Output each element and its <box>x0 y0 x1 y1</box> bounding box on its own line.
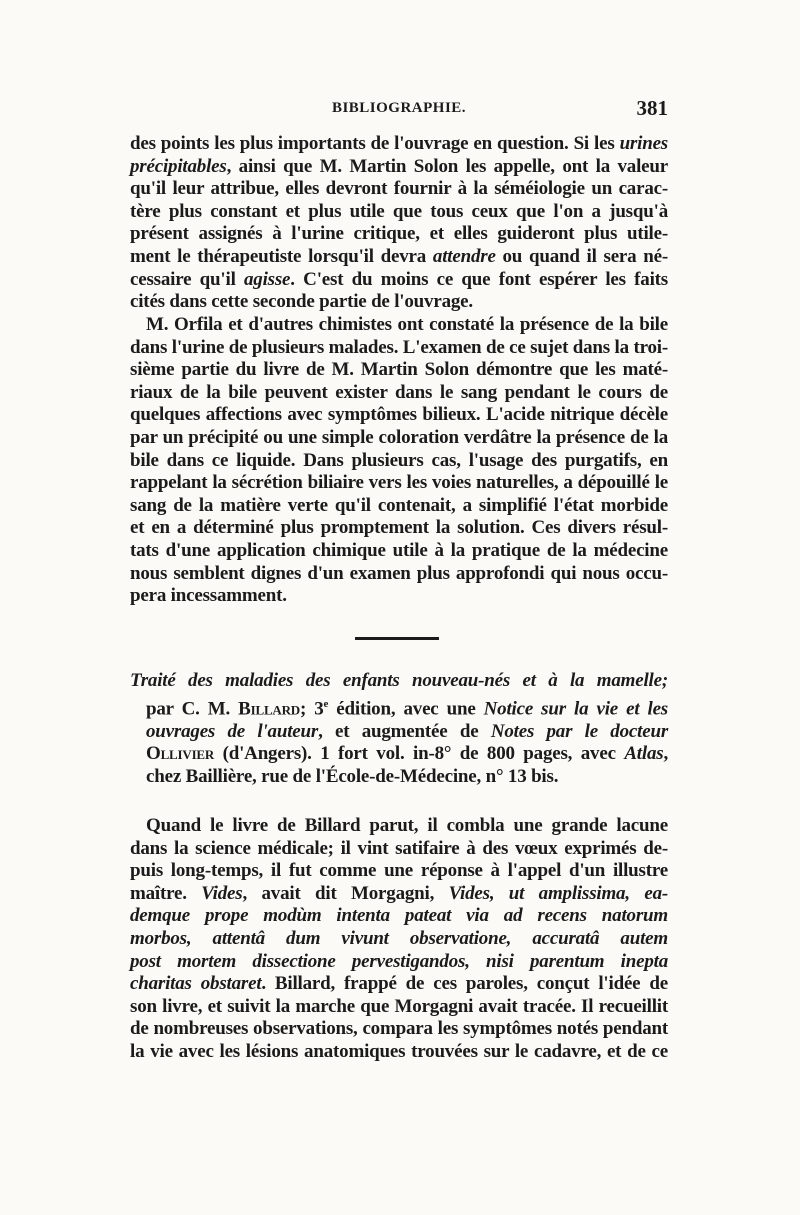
text-line: puis long-temps, il fut comme une réponse à l'appel d'un illustre <box>130 860 668 882</box>
text-line: bile dans ce liquide. Dans plusieurs cas, l'usage des purgatifs, en <box>130 449 668 471</box>
paragraph-3 <box>130 815 668 1064</box>
text-line: son livre, et suivit la marche que Morgagni avait tracée. Il recueillit <box>130 995 668 1017</box>
page-header <box>130 96 668 124</box>
text-line: charitas obstaret. Billard, frappé de ces paroles, conçut l'idée de <box>130 973 668 995</box>
text-line: qu'il leur attribue, elles devront fournir à la séméiologie un carac- <box>130 178 668 200</box>
text-line: des points les plus importants de l'ouvrage en question. Si les urines <box>130 133 668 154</box>
text-line: dans l'urine de plusieurs malades. L'examen de ce sujet dans la troi- <box>130 336 668 358</box>
text-line: rappelant la sécrétion biliaire vers les voies naturelles, a dépouillé le <box>130 472 668 494</box>
text-line: cités dans cette seconde partie de l'ouvrage. <box>130 291 473 313</box>
text-line: de nombreuses observations, compara les symptômes notés pendant <box>130 1018 668 1040</box>
text-line: riaux de la bile peuvent exister dans le sang pendant le cours de <box>130 381 668 403</box>
text-line: cessaire qu'il agisse. C'est du moins ce que font espérer les faits <box>130 268 668 290</box>
text-line: tats d'une application chimique utile à la pratique de la médecine <box>130 539 668 561</box>
text-line: précipitables, ainsi que M. Martin Solon les appelle, ont la valeur <box>130 155 668 177</box>
text-line: et en a déterminé plus promptement la solution. Ces divers résul- <box>130 517 668 539</box>
book-title: Traité des maladies des enfants nouveau-nés et à la mamelle; <box>130 670 668 691</box>
paragraph-2 <box>130 314 668 608</box>
text-line: M. Orfila et d'autres chimistes ont constaté la présence de la bile <box>146 314 668 335</box>
text-line: morbos, attentâ dum vivunt observatione, accuratâ autem <box>130 927 668 949</box>
text-line: par un précipité ou une simple coloration verdâtre la présence de la <box>130 426 668 448</box>
paragraph-1 <box>130 133 668 314</box>
bibliographic-entry <box>130 670 668 788</box>
text-line: pera incessamment. <box>130 585 287 607</box>
running-title: BIBLIOGRAPHIE. <box>331 100 467 116</box>
text-line: Ollivier (d'Angers). 1 fort vol. in-8° de 800 pages, avec Atlas, <box>146 743 668 765</box>
text-line: nous semblent dignes d'un examen plus approfondi qui nous occu- <box>130 562 668 584</box>
text-line: quelques affections avec symptômes bilieux. L'acide nitrique décèle <box>130 404 668 426</box>
text-line: sième partie du livre de M. Martin Solon démontre que les maté- <box>130 359 668 381</box>
page-number: 381 <box>636 96 668 120</box>
text-line: sang de la matière verte qu'il contenait, a simplifié l'état morbide <box>130 494 668 516</box>
text-line: ouvrages de l'auteur, et augmentée de Notes par le docteur <box>146 720 669 742</box>
section-divider <box>355 637 439 640</box>
text-line: présent assignés à l'urine critique, et elles guideront plus utile- <box>130 223 668 245</box>
text-line: maître. Vides, avait dit Morgagni, Vides, ut amplissima, ea- <box>130 882 668 904</box>
text-line: chez Baillière, rue de l'École-de-Médecine, n° 13 bis. <box>146 765 559 787</box>
text-line: ment le thérapeutiste lorsqu'il devra attendre ou quand il sera né- <box>130 245 668 267</box>
text-line: post mortem dissectione pervestigandos, nisi parentum inepta <box>130 950 668 972</box>
text-line: tère plus constant et plus utile que tous ceux que l'on a jusqu'à <box>130 200 668 222</box>
text-line: la vie avec les lésions anatomiques trouvées sur le cadavre, et de ce <box>130 1040 668 1062</box>
text-line: dans la science médicale; il vint satifaire à des vœux exprimés de- <box>130 837 668 859</box>
text-line: par C. M. Billard; 3e édition, avec une Notice sur la vie et les <box>146 697 668 719</box>
text-line: demque prope modùm intenta pateat via ad recens natorum <box>130 905 668 927</box>
text-line: Quand le livre de Billard parut, il combla une grande lacune <box>146 815 668 836</box>
